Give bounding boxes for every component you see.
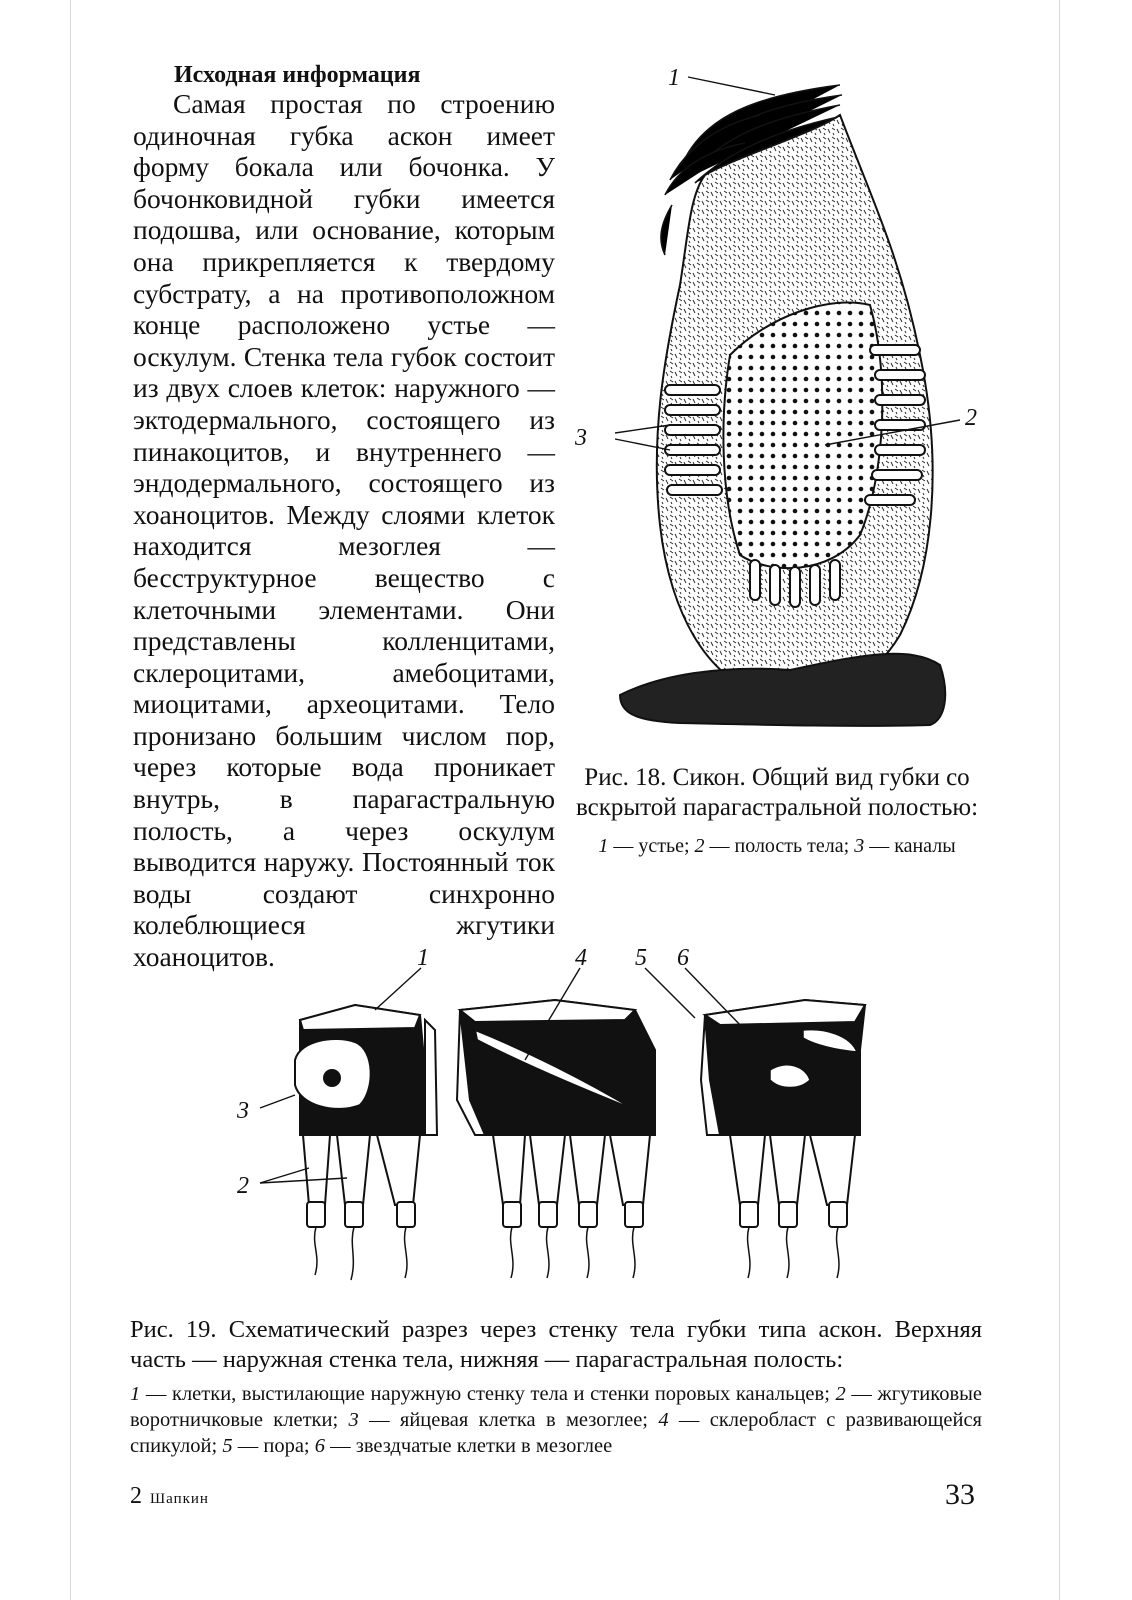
- fig19-legend-text-2: — жгутиковые воротничковые клетки;: [130, 1383, 982, 1431]
- fig19-label-2: 2: [237, 1173, 249, 1199]
- flagella-middle: [511, 1227, 635, 1278]
- paragastric-cavity: [723, 302, 882, 568]
- fig18-label-1: 1: [668, 65, 680, 91]
- section-block-middle: [457, 1000, 655, 1135]
- flagella-right: [748, 1227, 839, 1278]
- figure-18-caption-title: Рис. 18. Сикон. Общий вид губки со вскрытой парагастральной полостью:: [575, 764, 979, 821]
- fig19-legend-num-6: 6: [314, 1435, 325, 1457]
- body-paragraph: Самая простая по строению одиночная губка аскон имеет форму бокала или бочонка. У бочонковидной губки имеется подошва, или основание, которым она прикрепляется к твердому субстрату, а на противоположном конце расположено устье — оскулум. Стенка тела губок состоит из двух слоев клеток: наружного — эктодермального, состоящего из пинакоцитов, и внутреннего — эндодермального, состоящего из хоаноцитов. Между слоями клеток находится мезоглея — бесструктурное вещество с клеточными элементами. Они представлены колленцитами, склероцитами, амебоцитами, миоцитами, археоцитами. Тело пронизано большим числом пор, через которые вода проникает внутрь, в парагастральную полость, а через оскулум выводится наружу. Постоянный ток воды создают синхронно колеблющиеся жгутики хоаноцитов.: [133, 88, 555, 973]
- fig18-label-2: 2: [965, 405, 977, 431]
- flagella-left: [315, 1227, 407, 1280]
- collar-cells-right: [730, 1135, 855, 1227]
- fig19-label-1: 1: [417, 945, 429, 971]
- figure-19-legend: [130, 1381, 982, 1459]
- fig19-legend-num-4: 4: [658, 1409, 669, 1431]
- section-block-left: [295, 1005, 437, 1135]
- figure-19-caption: [130, 1315, 982, 1459]
- fig18-legend-text-3: — каналы: [864, 835, 956, 857]
- fig18-legend-num-1: 1: [598, 835, 609, 857]
- signature-mark: [130, 1483, 209, 1510]
- signature-number: 2: [130, 1483, 142, 1509]
- fig18-legend-num-3: 3: [854, 835, 865, 857]
- collar-cells-middle: [493, 1135, 650, 1227]
- figure-18-caption: [568, 763, 986, 859]
- fig19-legend-text-5: — пора;: [232, 1435, 315, 1457]
- fig19-legend-num-1: 1: [130, 1383, 141, 1405]
- figure-19-caption-title: Рис. 19. Схематический разрез через стенку тела губки типа аскон. Верхняя часть — наружная стенка тела, нижняя — парагастральная полость:: [130, 1316, 982, 1373]
- section-heading: Исходная информация: [174, 62, 421, 88]
- fig19-legend-text-4: — склеробласт с развивающейся спикулой;: [130, 1409, 982, 1457]
- figure-18-legend: [568, 833, 986, 859]
- figure-19-wall-section: [225, 940, 905, 1285]
- fig19-legend-text-3: — яйцевая клетка в мезоглее;: [358, 1409, 659, 1431]
- page-number: 33: [945, 1478, 975, 1511]
- fig19-label-3: 3: [237, 1098, 249, 1124]
- fig18-legend-text-1: — устье;: [608, 835, 695, 857]
- fig19-legend-text-6: — звездчатые клетки в мезоглее: [324, 1435, 613, 1457]
- fig18-legend-num-2: 2: [694, 835, 705, 857]
- body-text: [133, 88, 555, 973]
- fig19-legend-num-5: 5: [222, 1435, 233, 1457]
- signature-name: Шапкин: [150, 1491, 209, 1507]
- fig18-legend-text-2: — полость тела;: [704, 835, 855, 857]
- fig19-legend-num-3: 3: [348, 1409, 359, 1431]
- collar-cells-left: [303, 1135, 420, 1227]
- fig19-legend-text-1: — клетки, выстилающие наружную стенку тела и стенки поровых канальцев;: [140, 1383, 836, 1405]
- fig19-label-6: 6: [677, 945, 689, 971]
- fig19-label-4: 4: [575, 945, 587, 971]
- fig19-legend-num-2: 2: [835, 1383, 846, 1405]
- fig19-label-5: 5: [635, 945, 647, 971]
- section-block-right: [701, 1000, 865, 1135]
- fig18-label-3: 3: [575, 425, 587, 451]
- figure-18-sycon-illustration: [570, 55, 1000, 755]
